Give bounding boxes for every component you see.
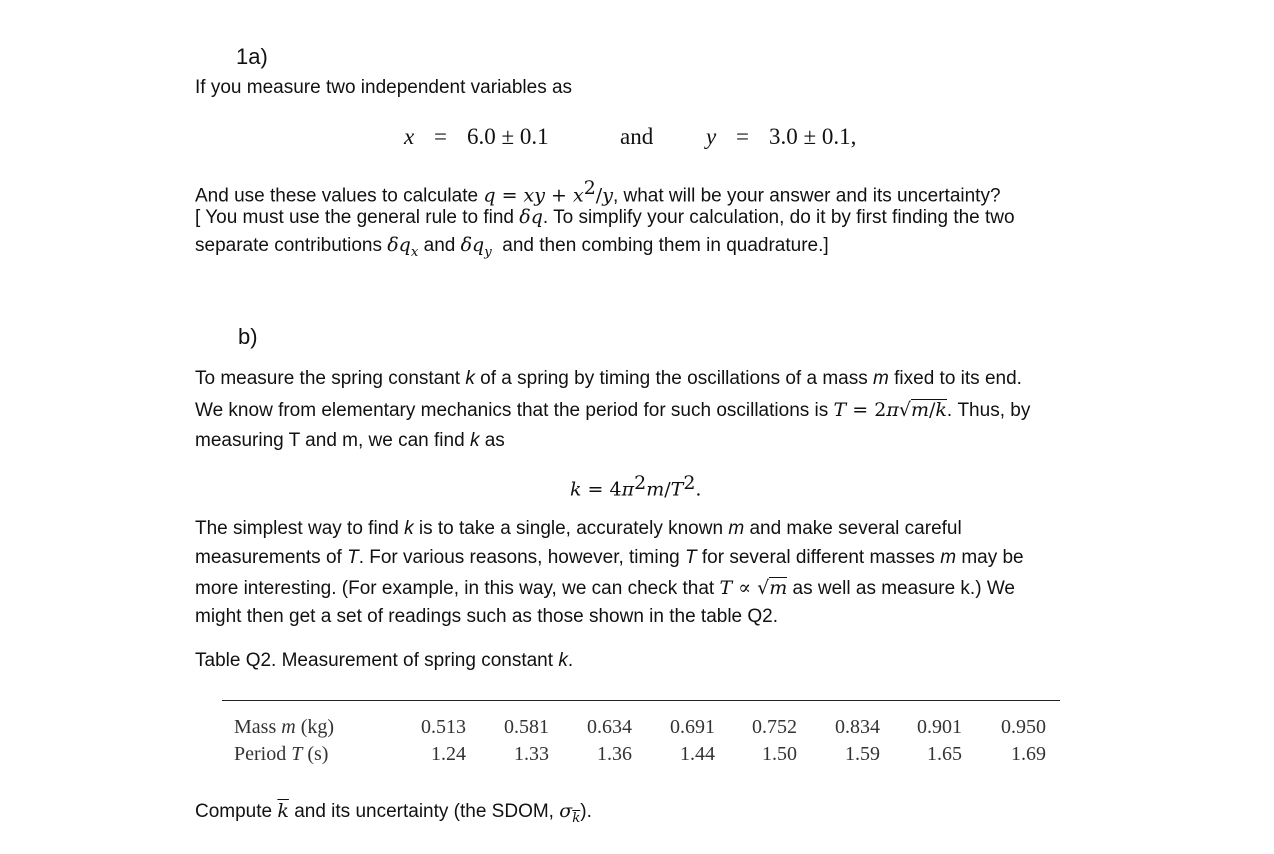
y-symbol: y [706,124,717,149]
mass-cell-4: 0.691 [670,716,715,738]
part-a-line-3: separate contributions $\delta q_x$ and $\delta q_y$ and then combing them in quadrature.] [195,234,829,260]
period-cell-2: 1.33 [514,743,549,765]
part-b-p2-line-1: The simplest way to find k is to take a single, accurately known m and make several careful [195,518,962,539]
part-a-line-1: And use these values to calculate q = xy + $x^2/y$, what will be your answer and its uncertainty? [195,177,1001,207]
period-cell-4: 1.44 [680,743,715,765]
mass-cell-2: 0.581 [504,716,549,738]
equals-sign: = [434,124,447,149]
mass-cell-5: 0.752 [752,716,797,738]
mass-cell-6: 0.834 [835,716,880,738]
equals-sign-2: = [736,124,749,149]
row-label-mass: Mass m (kg) [234,716,335,738]
period-cell-5: 1.50 [762,743,797,765]
table-top-rule [222,700,1060,701]
period-cell-1: 1.24 [431,743,466,765]
period-cell-6: 1.59 [845,743,880,765]
mass-cell-7: 0.901 [917,716,962,738]
mass-cell-8: 0.950 [1001,716,1046,738]
and-word: and [620,124,654,149]
period-cell-8: 1.69 [1011,743,1046,765]
part-a-intro: If you measure two independent variables as [195,77,573,98]
part-b-p2-line-2: measurements of T. For various reasons, however, timing T for several different masses m may be [195,547,1024,568]
part-a-label: 1a) [236,44,268,69]
part-b-label: b) [238,324,258,349]
y-value: 3.0 ± 0.1, [769,124,857,149]
part-b-p1-line-1: To measure the spring constant k of a spring by timing the oscillations of a mass m fixed to its end. [195,368,1022,389]
part-b-p1-line-3: measuring T and m, we can find k as [195,430,505,451]
part-a-line-2: [ You must use the general rule to find δq. To simplify your calculation, do it by first finding the two [195,206,1015,228]
x-symbol: x [404,124,415,149]
part-b-p1-line-2: We know from elementary mechanics that the period for such oscillations is T = 2π√m/k. Thus, by [195,399,1031,421]
part-b-p2-line-3: more interesting. (For example, in this way, we can check that T ∝ √m as well as measure k.) We [195,577,1015,599]
spring-constant-formula: $k = 4\pi^2m/T^2$. [570,472,702,501]
table-caption: Table Q2. Measurement of spring constant k. [195,650,574,671]
mass-cell-1: 0.513 [421,716,466,738]
period-cell-7: 1.65 [927,743,962,765]
final-question: Compute $\overline{k}$ and its uncertainty (the SDOM, $\sigma_{\overline{k}}$). [195,800,592,826]
mass-cell-3: 0.634 [587,716,632,738]
period-cell-3: 1.36 [597,743,632,765]
x-value: 6.0 ± 0.1 [467,124,549,149]
row-label-period: Period T (s) [234,743,329,765]
part-b-p2-line-4: might then get a set of readings such as those shown in the table Q2. [195,606,779,627]
